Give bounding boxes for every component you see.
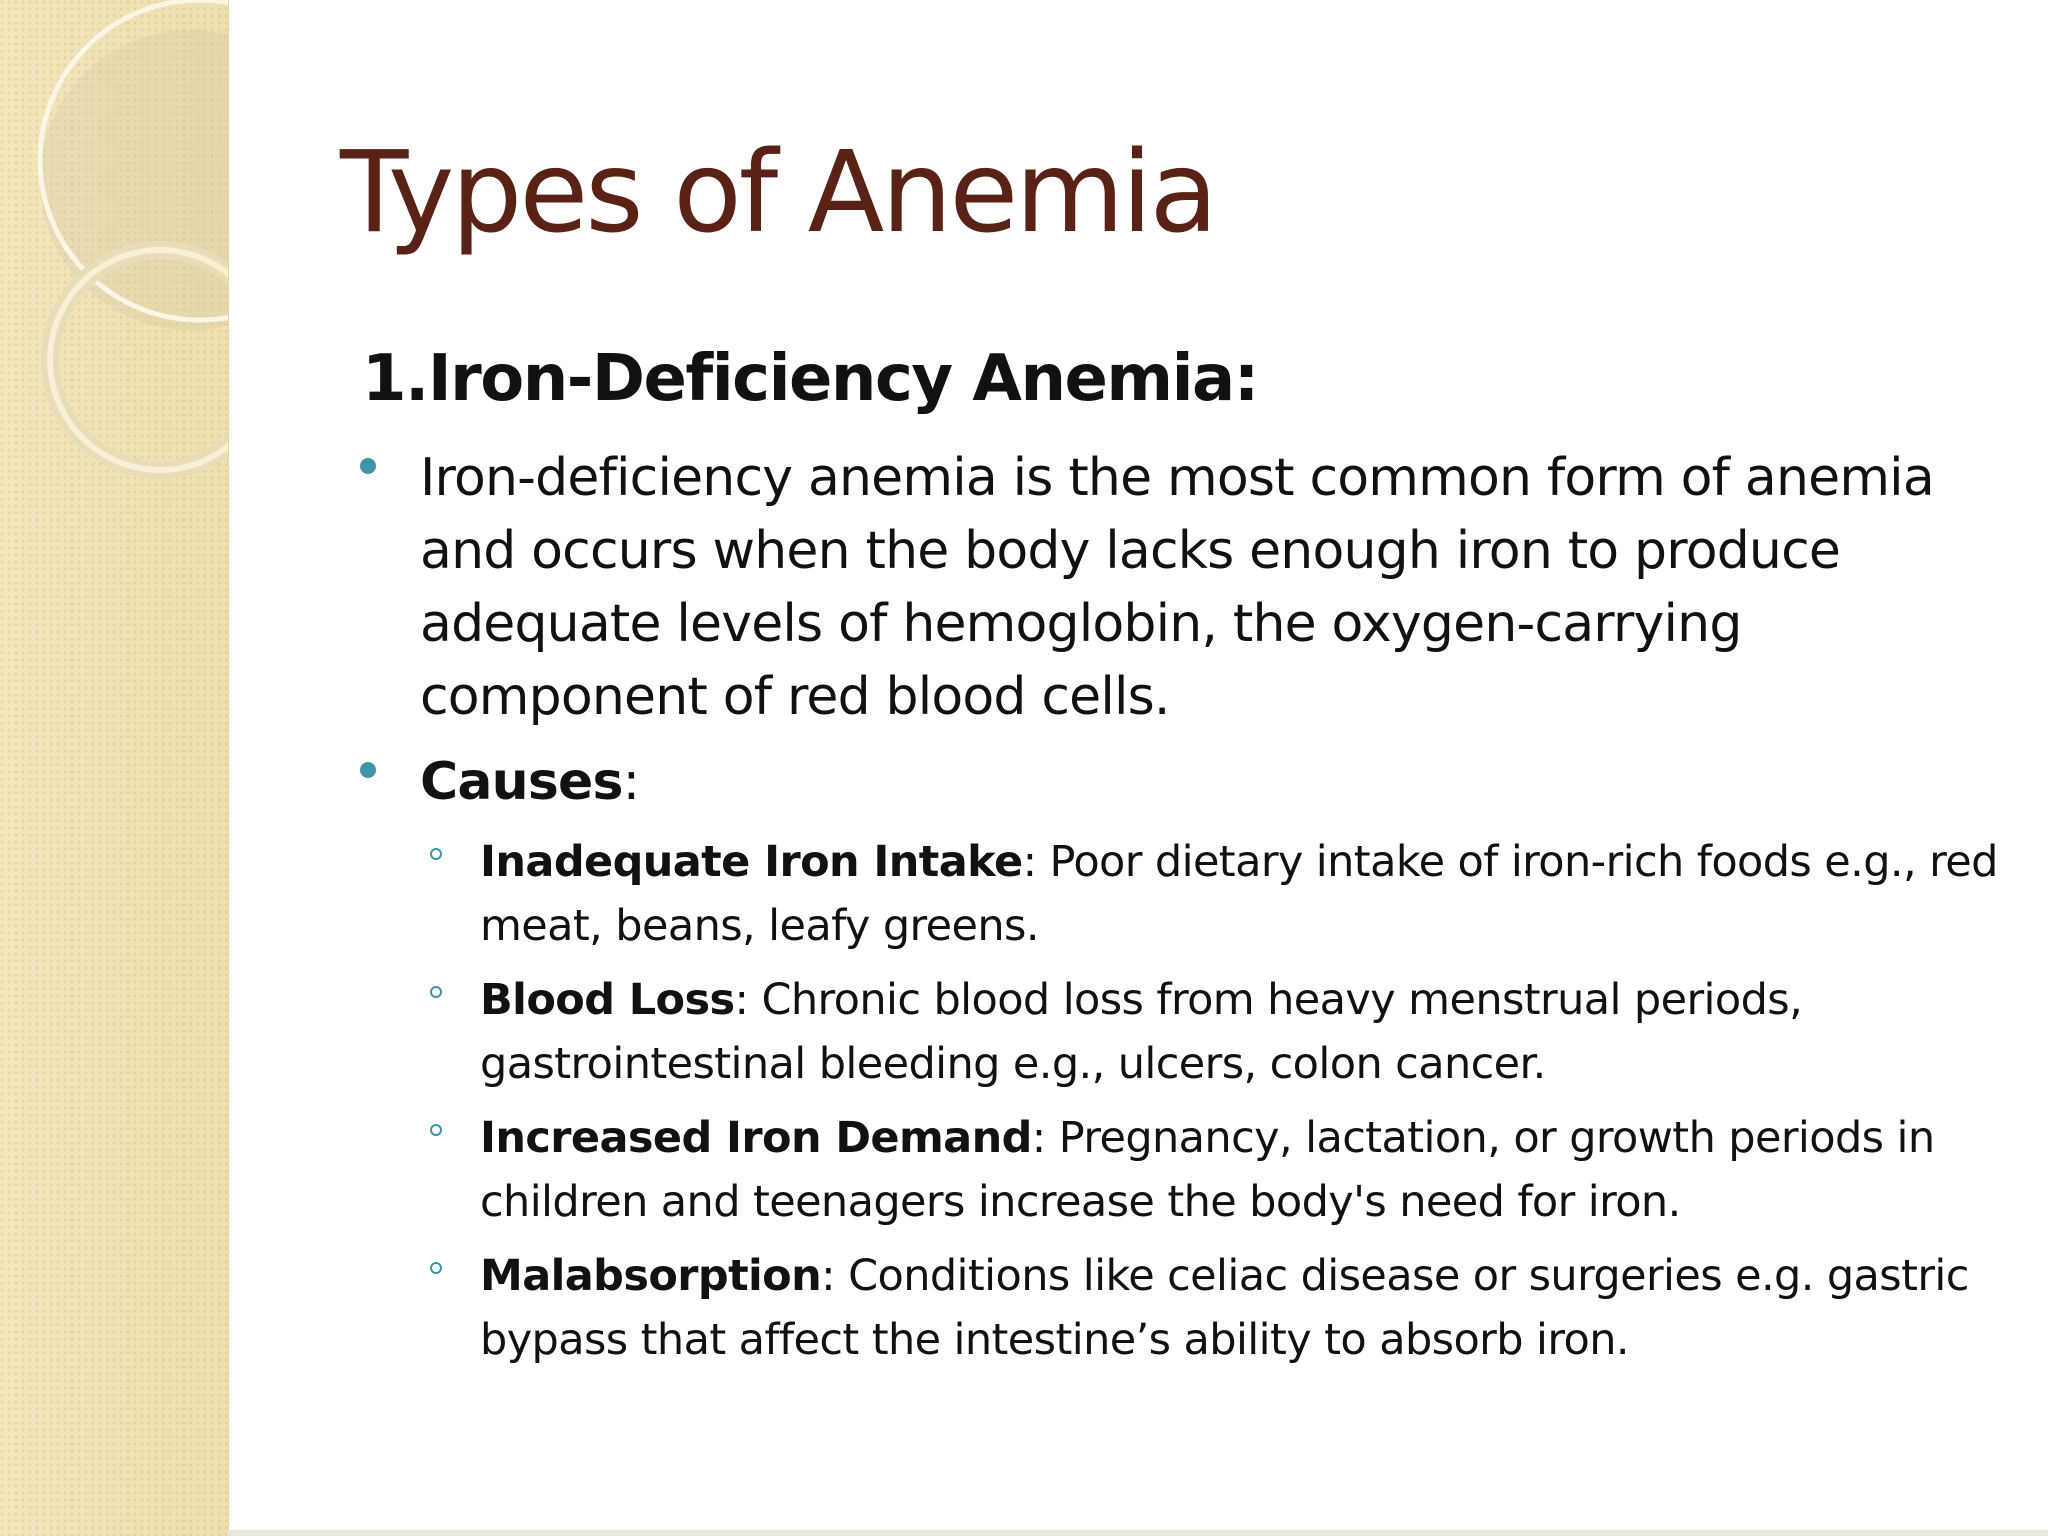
- bullet-dot-icon: [360, 762, 376, 778]
- cause-description: : Poor dietary intake of iron-rich foods e.g., red meat, beans, leafy greens.: [480, 837, 1998, 951]
- cause-text: [480, 830, 2020, 958]
- cause-text: [480, 1244, 2020, 1372]
- cause-label: Blood Loss: [480, 975, 735, 1025]
- sub-bullet-ring-icon: [430, 848, 442, 860]
- bottom-divider: [228, 1530, 2048, 1536]
- bullet-text: [420, 746, 2000, 819]
- cause-description: : Pregnancy, lactation, or growth periods in children and teenagers increase the body's need for iron.: [480, 1113, 1935, 1227]
- cause-text: [480, 1106, 2020, 1234]
- sub-bullet-ring-icon: [430, 1124, 442, 1136]
- causes-suffix: :: [622, 752, 640, 812]
- causes-label: Causes: [420, 752, 623, 812]
- slide-title: Types of Anemia: [340, 128, 1216, 258]
- sub-bullet-ring-icon: [430, 1262, 442, 1274]
- cause-label: Increased Iron Demand: [480, 1113, 1032, 1163]
- sub-bullet-ring-icon: [430, 986, 442, 998]
- decorative-circles-icon: [0, 0, 228, 520]
- cause-description: : Conditions like celiac disease or surgeries e.g. gastric bypass that affect the intestine’s ability to absorb iron.: [480, 1251, 1969, 1365]
- cause-label: Inadequate Iron Intake: [480, 837, 1023, 887]
- decorative-side-band: [0, 0, 229, 1536]
- section-heading: 1.Iron-Deficiency Anemia:: [362, 342, 1258, 416]
- cause-description: : Chronic blood loss from heavy menstrual periods, gastrointestinal bleeding e.g., ulcers, colon cancer.: [480, 975, 1803, 1089]
- cause-text: [480, 968, 2020, 1096]
- cause-label: Malabsorption: [480, 1251, 822, 1301]
- bullet-dot-icon: [360, 458, 376, 474]
- bullet-text: Iron-deficiency anemia is the most common form of anemia and occurs when the body lacks enough iron to produce adequate levels of hemoglobin, the oxygen-carrying component of red blood cells.: [420, 448, 1934, 727]
